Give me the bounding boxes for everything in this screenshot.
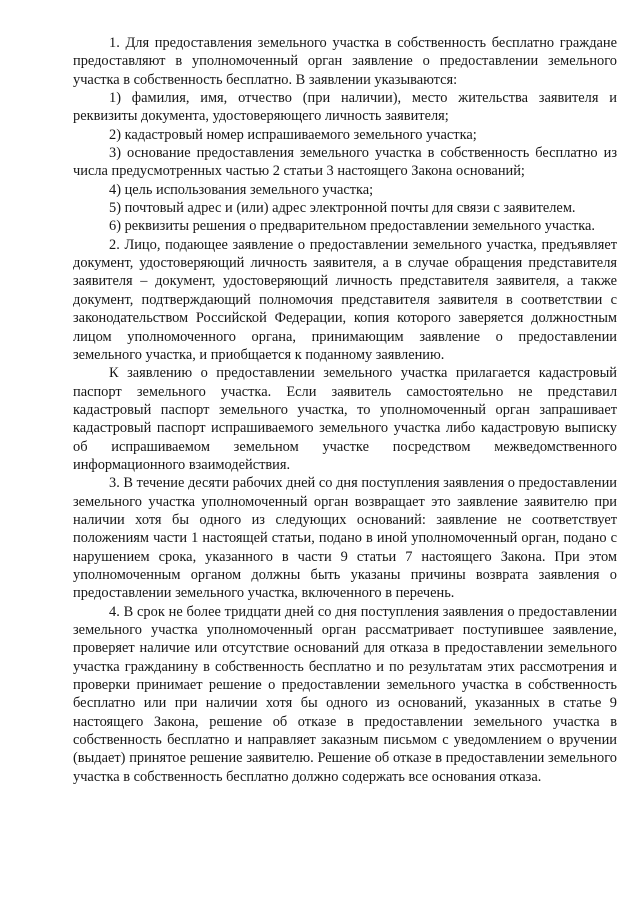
- list-item-3: 3) основание предоставления земельного участка в собственность бесплатно из числа предусмотренных частью 2 статьи 3 настоящего Закона оснований;: [73, 145, 617, 180]
- list-item-4: 4) цель использования земельного участка;: [109, 181, 374, 198]
- list-item-5: 5) почтовый адрес и (или) адрес электронной почты для связи с заявителем.: [109, 200, 576, 217]
- paragraph-1-intro: 1. Для предоставления земельного участка в собственность бесплатно граждане предоставляют в уполномоченный орган заявление о предоставлении земельного участка в собственность бесплатно. В заявлении указываются:: [73, 35, 617, 88]
- paragraph-3: 3. В течение десяти рабочих дней со дня поступления заявления о предоставлении земельного участка уполномоченный орган возвращает это заявление заявителю при наличии хотя бы одного из следующих оснований: заявление не соответствует положениям части 1 настоящей статьи, подано в иной уполномоченный орган, подано с нарушением срока, указанного в части 9 статьи 7 настоящего Закона. При этом уполномоченным органом должны быть указаны причины возврата заявления о предоставлении земельного участка, включенного в перечень.: [73, 475, 617, 602]
- document-page: [73, 34, 617, 786]
- paragraph-2: 2. Лицо, подающее заявление о предоставлении земельного участка, предъявляет документ, удостоверяющий личность заявителя, а в случае обращения представителя заявителя – документ, удостоверяющий личность представителя заявителя, а также документ, подтверждающий полномочия представителя заявителя в соответствии с законодательством Российской Федерации, копия которого заверяется должностным лицом уполномоченного органа, принимающим заявление о предоставлении земельного участка, и приобщается к поданному заявлению.: [73, 236, 617, 363]
- list-item-6: 6) реквизиты решения о предварительном предоставлении земельного участка.: [109, 218, 595, 235]
- paragraph-4: 4. В срок не более тридцати дней со дня поступления заявления о предоставлении земельного участка уполномоченный орган рассматривает поступившее заявление, проверяет наличие или отсутствие оснований для отказа в предоставлении земельного участка гражданину в собственность бесплатно и по результатам этих рассмотрения и проверки принимает решение о предоставлении земельного участка в собственность бесплатно или при наличии хотя бы одного из оснований, указанных в статье 9 настоящего Закона, решение об отказе в предоставлении земельного участка в собственность бесплатно и направляет заказным письмом с уведомлением о вручении (выдает) принятое решение заявителю. Решение об отказе в предоставлении земельного участка в собственность бесплатно должно содержать все основания отказа.: [73, 603, 617, 785]
- paragraph-attachments: К заявлению о предоставлении земельного участка прилагается кадастровый паспорт земельного участка. Если заявитель самостоятельно не представил кадастровый паспорт земельного участка, то уполномоченный орган запрашивает кадастровый паспорт испрашиваемого земельного участка либо кадастровую выписку об испрашиваемом земельном участке посредством межведомственного информационного взаимодействия.: [73, 365, 617, 473]
- list-item-1: 1) фамилия, имя, отчество (при наличии), место жительства заявителя и реквизиты документа, удостоверяющего личность заявителя;: [73, 90, 617, 125]
- list-item-2: 2) кадастровый номер испрашиваемого земельного участка;: [109, 126, 477, 143]
